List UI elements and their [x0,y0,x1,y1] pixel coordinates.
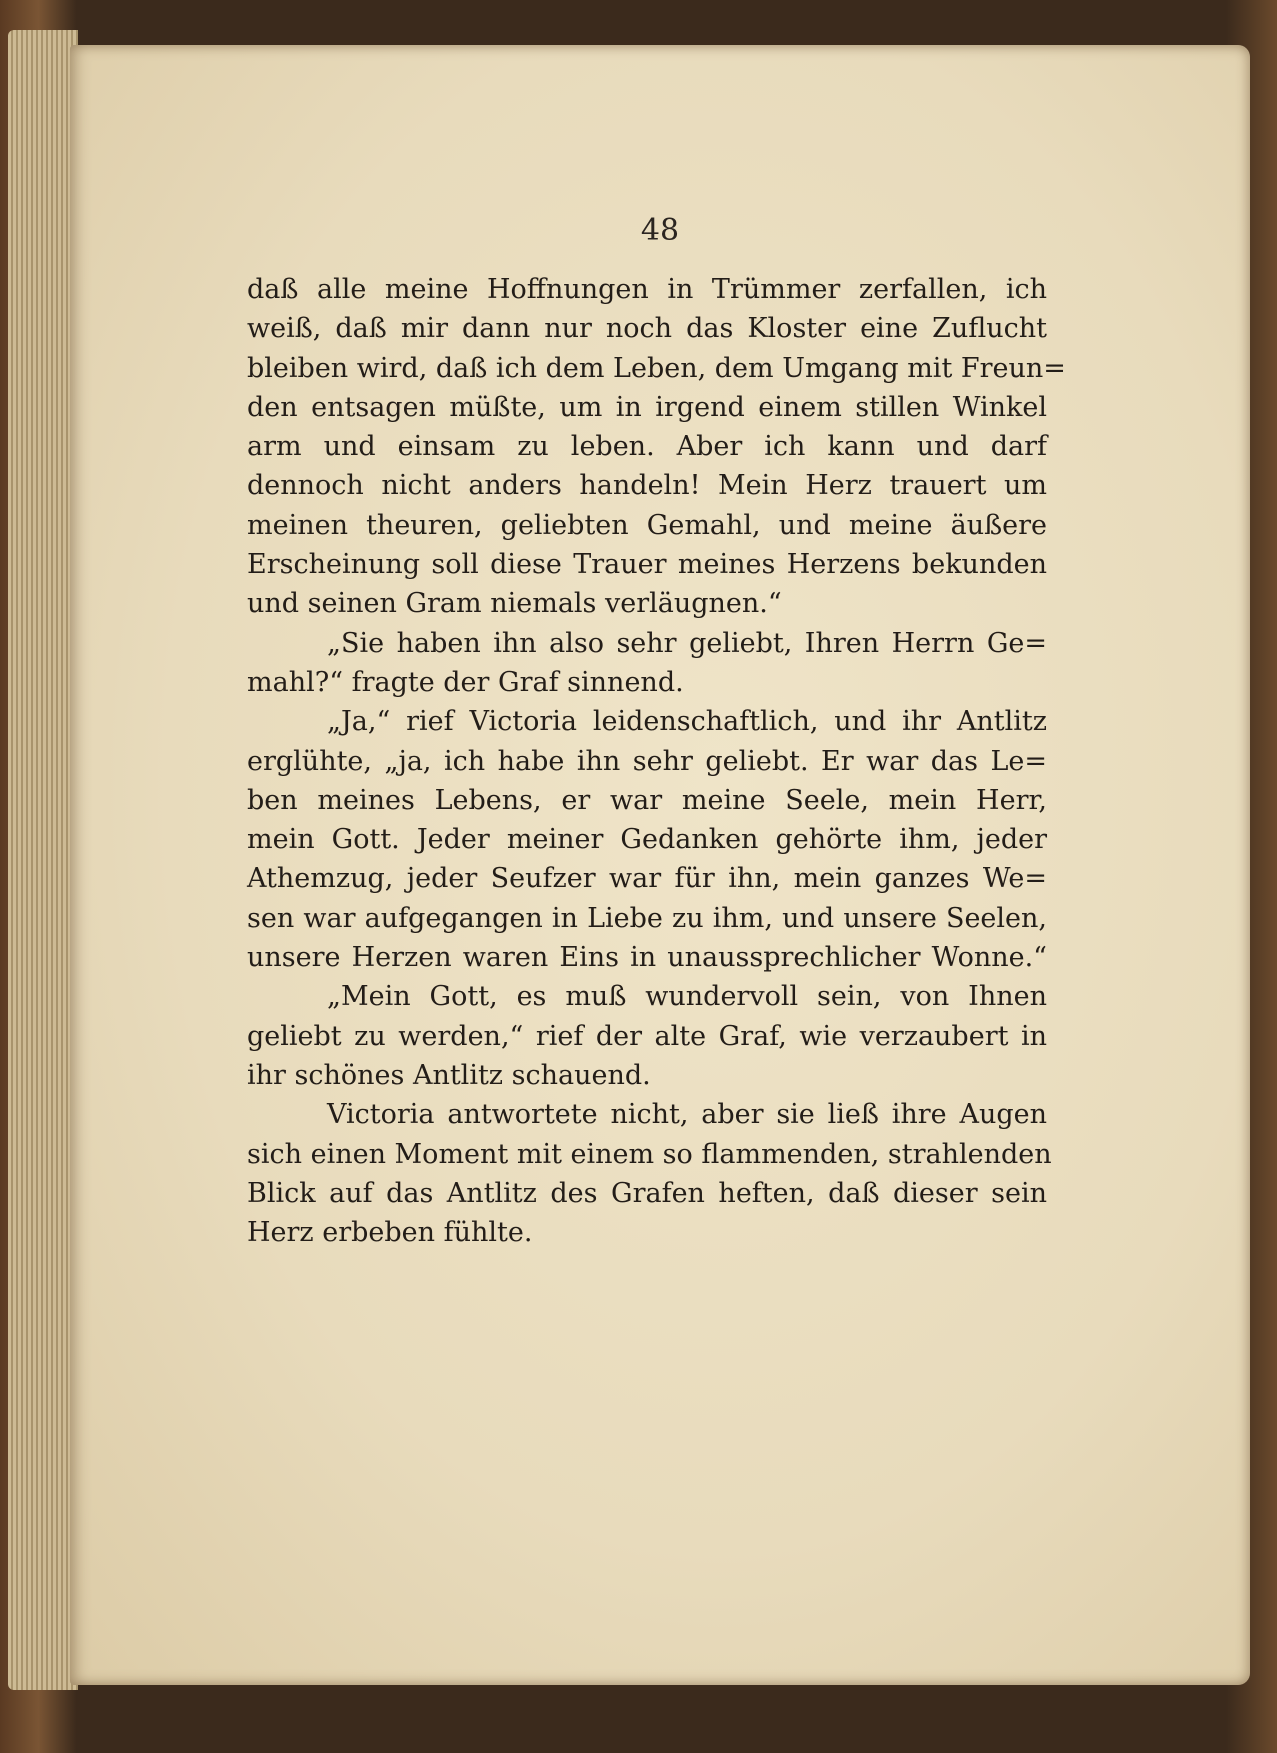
page-edges [8,30,78,1690]
text-line: und seinen Gram niemals verläugnen.“ [247,588,782,620]
text-line: mahl?“ fragte der Graf sinnend. [247,666,684,698]
text-line: bleiben wird, daß ich dem Leben, dem Umgang mit Freun= [247,352,1066,384]
text-line: weiß, daß mir dann nur noch das Kloster eine Zuflucht [247,313,1047,345]
body-text [247,270,1066,1252]
text-line: unsere Herzen waren Eins in unaussprechlicher Wonne.“ [247,942,1047,974]
text-line: den entsagen müßte, um in irgend einem stillen Winkel [247,391,1047,423]
text-line: erglühte, „ja, ich habe ihn sehr geliebt. Er war das Le= [247,745,1047,777]
text-line: ben meines Lebens, er war meine Seele, mein Herr, [247,784,1047,816]
text-line: Victoria antwortete nicht, aber sie ließ ihre Augen [327,1099,1047,1131]
text-line: ihr schönes Antlitz schauend. [247,1059,651,1091]
text-line: sich einen Moment mit einem so flammenden, strahlenden [247,1138,1052,1170]
text-line: Blick auf das Antlitz des Grafen heften, daß dieser sein [247,1177,1047,1209]
text-line: Erscheinung soll diese Trauer meines Herzens bekunden [247,549,1047,581]
text-line: meinen theuren, geliebten Gemahl, und meine äußere [247,509,1047,541]
text-line: mein Gott. Jeder meiner Gedanken gehörte ihm, jeder [247,824,1047,856]
text-line: geliebt zu werden,“ rief der alte Graf, wie verzaubert in [247,1020,1047,1052]
book-page [70,45,1250,1685]
text-line: arm und einsam zu leben. Aber ich kann und darf [247,431,1047,463]
text-line: „Sie haben ihn also sehr geliebt, Ihren Herrn Ge= [327,627,1047,659]
text-line: sen war aufgegangen in Liebe zu ihm, und unsere Seelen, [247,902,1047,934]
text-line: daß alle meine Hoffnungen in Trümmer zerfallen, ich [247,274,1047,305]
text-line: „Mein Gott, es muß wundervoll sein, von Ihnen [327,981,1047,1013]
text-line: „Ja,“ rief Victoria leidenschaftlich, und ihr Antlitz [327,706,1047,738]
page-number: 48 [640,213,680,248]
text-line: dennoch nicht anders handeln! Mein Herz trauert um [247,470,1047,502]
text-line: Herz erbeben fühlte. [247,1217,533,1249]
text-line: Athemzug, jeder Seufzer war für ihn, mein ganzes We= [247,863,1047,895]
